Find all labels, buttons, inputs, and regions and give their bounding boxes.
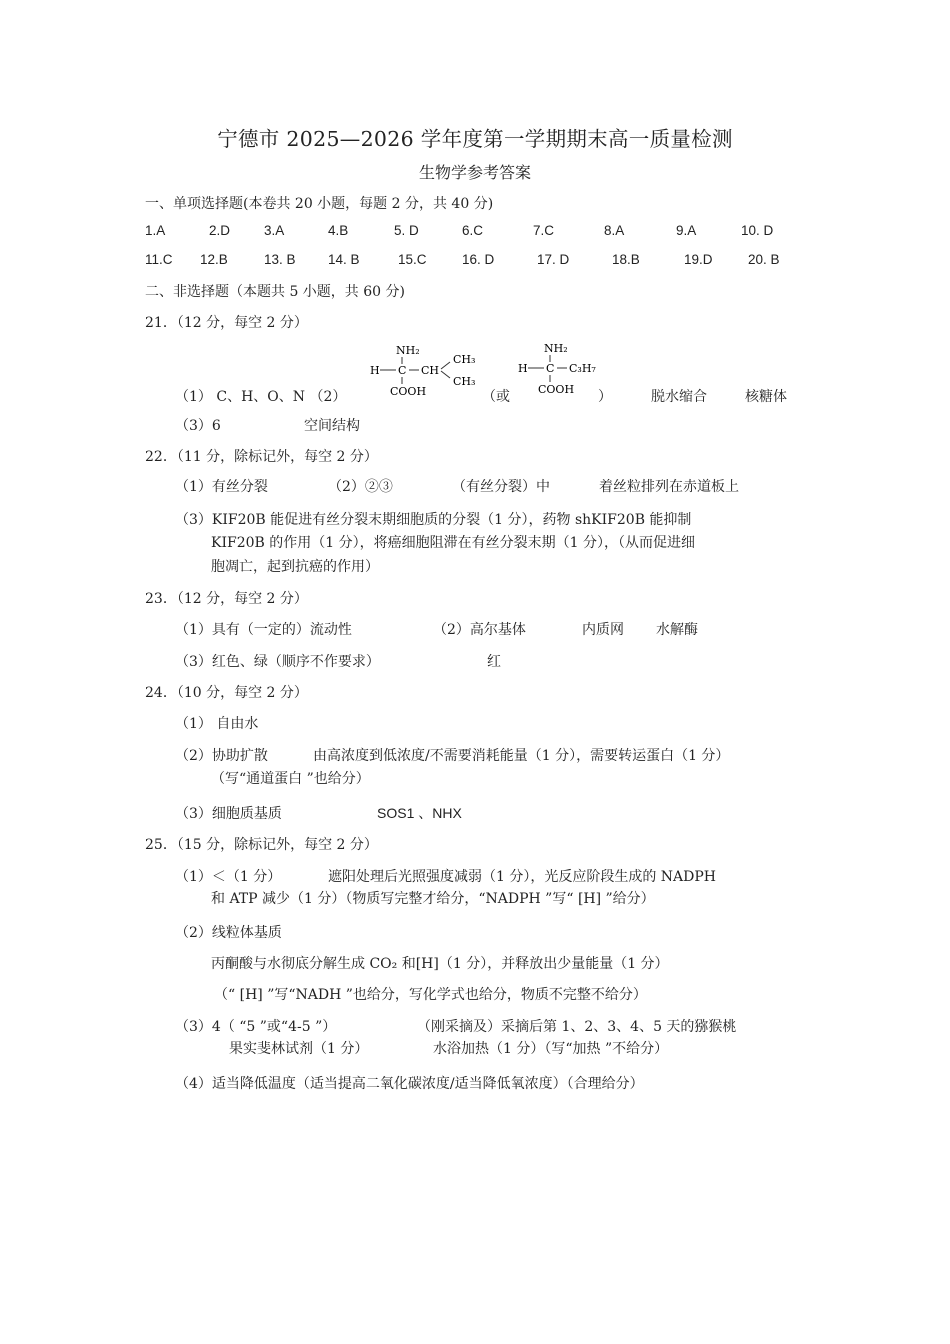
mcq-answer: 17. D bbox=[537, 252, 570, 267]
q24-part2-note: （写“通道蛋白 ”也给分） bbox=[211, 771, 370, 787]
q23-part3: （3）红色、绿（顺序不作要求） bbox=[175, 654, 380, 670]
mcq-answer: 2.D bbox=[209, 223, 231, 238]
formula-text: H bbox=[518, 362, 528, 375]
formula-text: NH₂ bbox=[544, 342, 568, 355]
page-title: 宁德市 2025—2026 学年度第一学期期末高一质量检测 bbox=[217, 127, 733, 151]
q22-part2: （2）②③ bbox=[328, 479, 393, 495]
formula-text: H bbox=[370, 364, 380, 377]
q23-header: 23．（12 分，每空 2 分） bbox=[145, 591, 308, 607]
q21-part3-answer: 空间结构 bbox=[304, 418, 360, 434]
q25-part2-note: （“ [H] ”写“NADH ”也给分，写化学式也给分，物质不完整不给分） bbox=[214, 987, 647, 1003]
q24-part3-answer: SOS1 、NHX bbox=[377, 805, 462, 821]
formula-text: C₃H₇ bbox=[569, 362, 596, 375]
q25-part1-reason: 遮阳处理后光照强度减弱（1 分），光反应阶段生成的 NADPH bbox=[328, 869, 717, 885]
mcq-answer: 13. B bbox=[264, 252, 296, 267]
q24-part3: （3）细胞质基质 bbox=[175, 806, 282, 822]
mcq-answer: 7.C bbox=[533, 223, 555, 238]
structural-formula-1 bbox=[368, 340, 484, 402]
mcq-answer: 6.C bbox=[462, 223, 484, 238]
q25-part1-note: 和 ATP 减少（1 分）（物质写完整才给分，“NADPH ”写“ [H] ”给分） bbox=[211, 891, 655, 907]
q25-part2: （2）线粒体基质 bbox=[175, 925, 282, 941]
formula-text: CH₃ bbox=[453, 375, 476, 388]
q21-part1: （1） C、H、O、N （2） bbox=[175, 389, 347, 405]
q22-part3-line2: KIF20B 的作用（1 分），将癌细胞阻滞在有丝分裂末期（1 分），（从而促进细 bbox=[211, 535, 695, 551]
q21-answer-dehydration: 脱水缩合 bbox=[651, 389, 707, 405]
q25-part2-reason: 丙酮酸与水彻底分解生成 CO₂ 和[H]（1 分），并释放出少量能量（1 分） bbox=[211, 956, 669, 972]
mcq-answer: 18.B bbox=[612, 252, 640, 267]
mcq-answer: 15.C bbox=[398, 252, 427, 267]
mcq-answer: 16. D bbox=[462, 252, 495, 267]
q23-part3-answer: 红 bbox=[487, 654, 501, 670]
q25-part3-reagent: 果实斐林试剂（1 分） bbox=[229, 1041, 369, 1057]
mcq-answer: 14. B bbox=[328, 252, 360, 267]
structural-formula-2 bbox=[512, 338, 604, 400]
mcq-answer: 1.A bbox=[145, 223, 166, 238]
q21-part3: （3）6 bbox=[175, 418, 221, 434]
section1-heading: 一、单项选择题(本卷共 20 小题，每题 2 分，共 40 分) bbox=[145, 196, 494, 212]
mcq-answer: 12.B bbox=[200, 252, 228, 267]
q25-part3-group: （刚采摘及）采摘后第 1、2、3、4、5 天的猕猴桃 bbox=[417, 1019, 737, 1035]
q25-part3: （3）4（ “5 ”或“4-5 ”） bbox=[175, 1019, 337, 1035]
formula-text: C bbox=[398, 364, 407, 377]
formula-text: CH₃ bbox=[453, 353, 476, 366]
bond-line bbox=[441, 362, 450, 369]
q21-or-close: ） bbox=[598, 389, 612, 405]
q22-header: 22．（11 分，除标记外，每空 2 分） bbox=[145, 449, 378, 465]
q25-part3-heating: 水浴加热（1 分）（写“加热 ”不给分） bbox=[433, 1041, 669, 1057]
q25-part4: （4）适当降低温度（适当提高二氧化碳浓度/适当降低氧浓度）（合理给分） bbox=[175, 1076, 644, 1092]
q23-part2-er: 内质网 bbox=[582, 622, 624, 638]
mcq-answer: 3.A bbox=[264, 223, 285, 238]
q23-part2-enzyme: 水解酶 bbox=[656, 622, 698, 638]
formula-text: NH₂ bbox=[396, 344, 420, 357]
mcq-answer: 20. B bbox=[748, 252, 780, 267]
bond-line bbox=[441, 371, 450, 378]
q24-header: 24．（10 分，每空 2 分） bbox=[145, 685, 308, 701]
q25-part1: （1）＜（1 分） bbox=[175, 869, 282, 885]
formula-text: COOH bbox=[390, 385, 427, 398]
mcq-answer: 19.D bbox=[684, 252, 713, 267]
q22-part3-line1: （3）KIF20B 能促进有丝分裂末期细胞质的分裂（1 分），药物 shKIF20B 能抑制 bbox=[175, 512, 692, 528]
q25-header: 25．（15 分，除标记外，每空 2 分） bbox=[145, 837, 378, 853]
q22-part3-line3: 胞凋亡，起到抗癌的作用） bbox=[211, 559, 379, 575]
q24-part2-reason: 由高浓度到低浓度/不需要消耗能量（1 分），需要转运蛋白（1 分） bbox=[313, 748, 730, 764]
mcq-answer: 11.C bbox=[145, 252, 173, 267]
mcq-answer: 9.A bbox=[676, 223, 697, 238]
mcq-answer: 8.A bbox=[604, 223, 625, 238]
formula-text: CH bbox=[421, 364, 440, 377]
q21-or-open: （或 bbox=[482, 389, 510, 405]
q22-part1: （1）有丝分裂 bbox=[175, 479, 268, 495]
q21-header: 21．（12 分，每空 2 分） bbox=[145, 315, 308, 331]
mcq-answer: 10. D bbox=[741, 223, 774, 238]
q22-part2-feature: 着丝粒排列在赤道板上 bbox=[599, 479, 739, 495]
q23-part1: （1）具有（一定的）流动性 bbox=[175, 622, 352, 638]
page-subtitle: 生物学参考答案 bbox=[418, 163, 531, 182]
formula-text: C bbox=[546, 362, 555, 375]
q23-part2: （2）高尔基体 bbox=[433, 622, 526, 638]
q24-part1: （1） 自由水 bbox=[175, 716, 259, 732]
q24-part2: （2）协助扩散 bbox=[175, 748, 268, 764]
section2-heading: 二、非选择题（本题共 5 小题，共 60 分) bbox=[145, 284, 405, 300]
q22-part2-phase: （有丝分裂）中 bbox=[452, 479, 550, 495]
formula-text: COOH bbox=[538, 383, 575, 396]
mcq-answer: 5. D bbox=[394, 223, 419, 238]
q21-answer-ribosome: 核糖体 bbox=[745, 389, 787, 405]
mcq-answer: 4.B bbox=[328, 223, 349, 238]
